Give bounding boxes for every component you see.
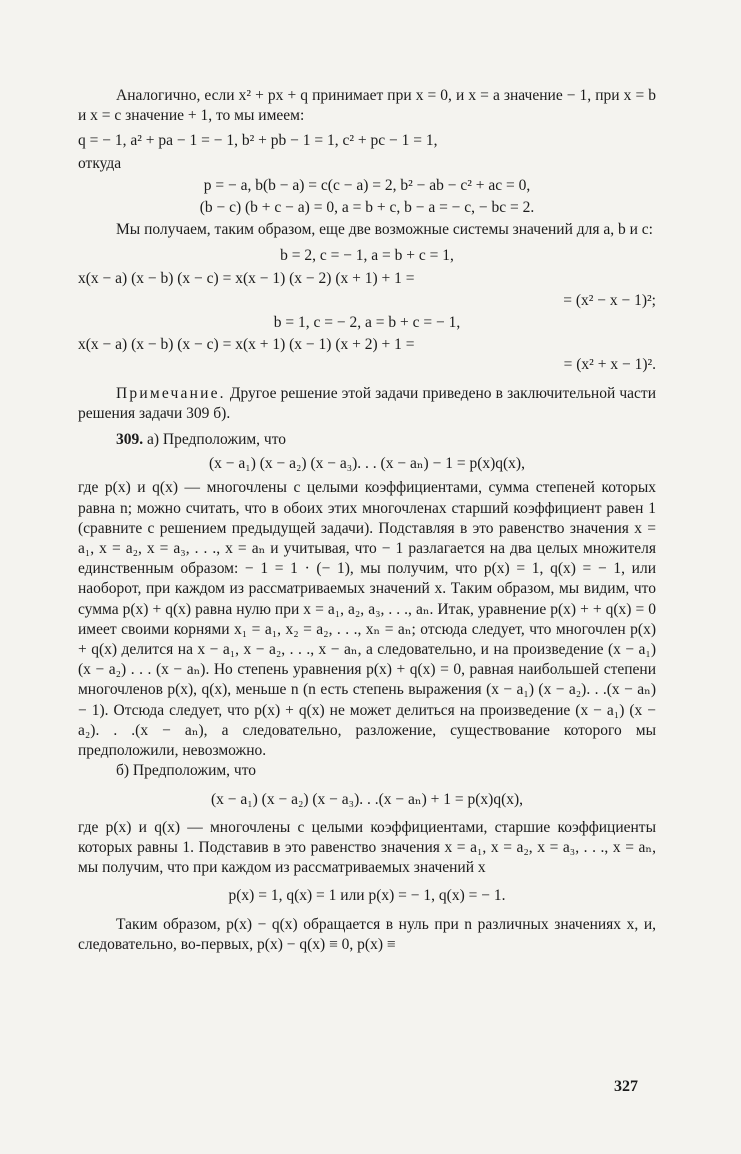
part-a-intro: а) Предположим, что: [143, 431, 287, 449]
paragraph-analogously: Аналогично, если x² + px + q принимает при x = 0, и x = a значение − 1, при x = b и x = c значение + 1, то мы имеем:: [78, 87, 656, 125]
equation-part-b-values: p(x) = 1, q(x) = 1 или p(x) = − 1, q(x) = − 1.: [228, 887, 506, 905]
note-text: Другое решение этой задачи приведено в заключительной части решения задачи 309 б).: [78, 384, 656, 422]
note-label: Примечание.: [116, 384, 226, 402]
paragraph-part-b: где p(x) и q(x) — многочлены с целыми коэффициентами, старшие коэффициенты которых равны 1. Подставив в это равенство значения x = a₁, x = a₂, x = a₃, . . ., x = aₙ, мы получим, что при каждом из рассматриваемых значений x: [78, 818, 656, 877]
system-2: b = 1, c = − 2, a = b + c = − 1,: [273, 314, 461, 332]
equation-q: q = − 1, a² + pa − 1 = − 1, b² + pb − 1 = 1, c² + pc − 1 = 1,: [78, 132, 438, 150]
page-body: [78, 86, 656, 955]
text-otkuda: откуда: [78, 154, 122, 172]
page-number: 327: [614, 1078, 638, 1095]
paragraph-conclusion: Таким образом, p(x) − q(x) обращается в нуль при n различных значениях x, и, следовательно, во-первых, p(x) − q(x) ≡ 0, p(x) ≡: [78, 915, 656, 953]
equation-part-a: (x − a₁) (x − a₂) (x − a₃). . . (x − aₙ) − 1 = p(x)q(x),: [209, 455, 525, 473]
note-paragraph: [78, 384, 656, 424]
part-b-intro: б) Предположим, что: [116, 762, 257, 780]
identity-1-left: x(x − a) (x − b) (x − c) = x(x − 1) (x − 2) (x + 1) + 1 =: [78, 269, 415, 287]
identity-2-left: x(x − a) (x − b) (x − c) = x(x + 1) (x − 1) (x + 2) + 1 =: [78, 336, 415, 354]
identity-2-right: = (x² + x − 1)².: [563, 356, 656, 374]
paragraph-part-a: где p(x) и q(x) — многочлены с целыми коэффициентами, сумма степеней которых равна n; можно считать, что в обоих этих многочленах старший коэффициент равен 1 (сравните с решением предыдущей задачи). Подставляя в это равенство значения x = a₁, x = a₂, x = a₃, . . ., x = aₙ и учитывая, что − 1 разлагается на два целых множителя единственным образом: − 1 = 1 · (− 1), мы получим, что p(x) = 1, q(x) = − 1, или наоборот, при каждом из рассматриваемых значений x. Таким образом, мы видим, что сумма p(x) + q(x) равна нулю при x = a₁, a₂, a₃, . . ., aₙ. Итак, уравнение p(x) + + q(x) = 0 имеет своими корнями x₁ = a₁, x₂ = a₂, . . ., xₙ = aₙ; отсюда следует, что многочлен p(x) + q(x) делится на x − a₁, x − a₂, . . ., x − aₙ, а следовательно, и на произведение (x − a₁) (x − a₂) . . . (x − aₙ). Но степень уравнения p(x) + q(x) = 0, равная наибольшей степени многочленов p(x), q(x), меньше n (n есть степень выражения (x − a₁) (x − a₂). . .(x − aₙ) − 1). Отсюда следует, что p(x) + q(x) не может делиться на произведение (x − a₁) (x − a₂). . .(x − aₙ), а следовательно, разложение, существование которого мы предположили, невозможно.: [78, 479, 656, 760]
equation-bc: (b − c) (b + c − a) = 0, a = b + c, b − a = − c, − bc = 2.: [199, 199, 535, 217]
equation-p: p = − a, b(b − a) = c(c − a) = 2, b² − ab − c² + ac = 0,: [203, 176, 531, 194]
paragraph-two-systems: Мы получаем, таким образом, еще две возможные системы значений для a, b и c:: [116, 221, 653, 239]
equation-part-b: (x − a₁) (x − a₂) (x − a₃). . .(x − aₙ) + 1 = p(x)q(x),: [210, 790, 524, 808]
problem-number: 309.: [116, 431, 144, 449]
identity-1-right: = (x² − x − 1)²;: [563, 291, 656, 309]
problem-309-heading: [78, 430, 656, 450]
system-1: b = 2, c = − 1, a = b + c = 1,: [280, 247, 454, 265]
